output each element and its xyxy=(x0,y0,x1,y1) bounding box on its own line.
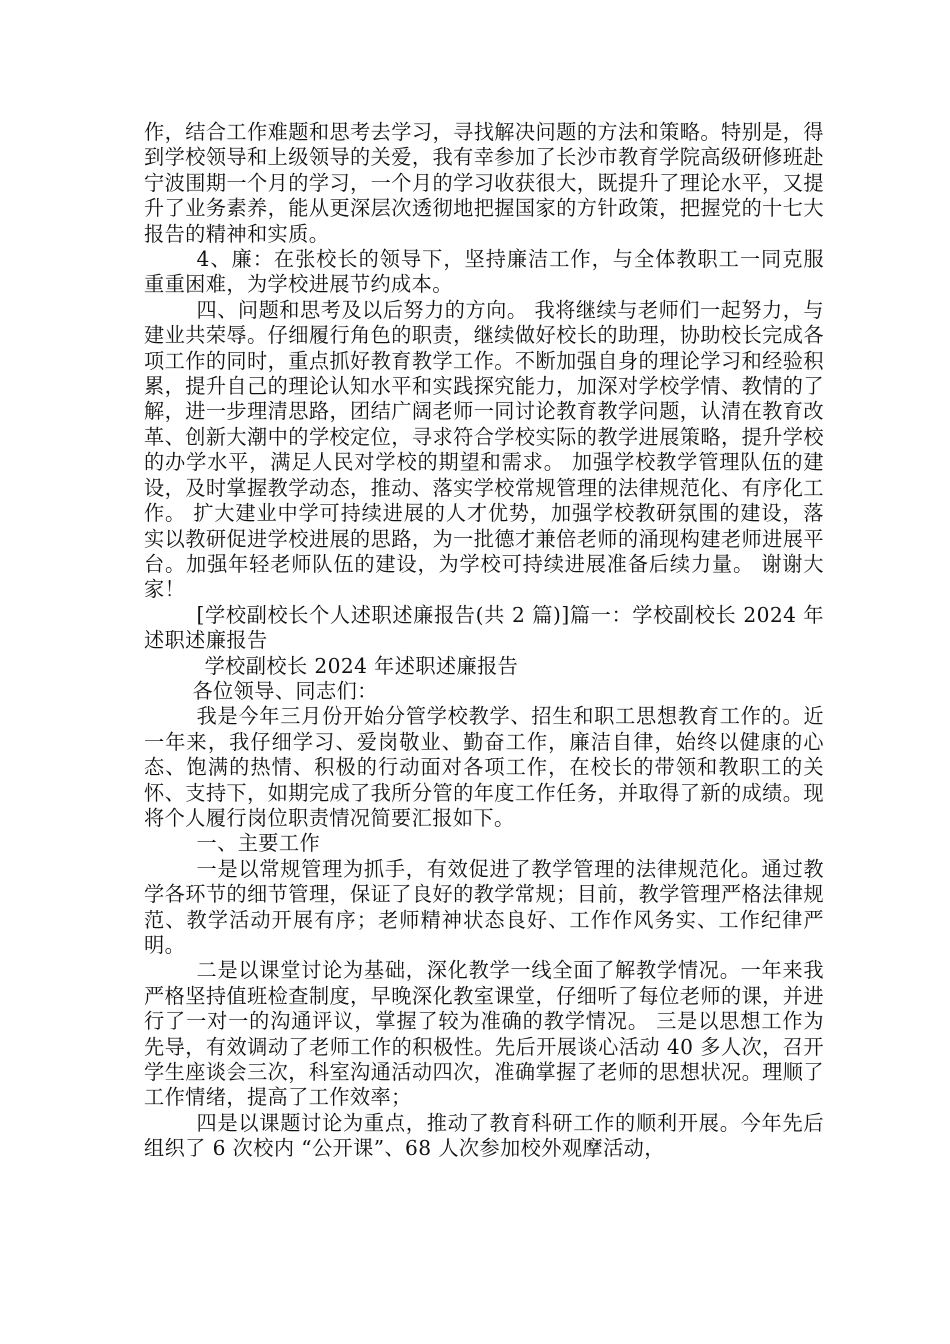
salutation: 各位领导、同志们： xyxy=(192,678,378,703)
paragraph-point-two-three: 二是以课堂讨论为基础，深化教学一线全面了解教学情况。一年来我严格坚持值班检查制度，早晚深化教室课堂，仔细听了每位老师的课，并进行了一对一的沟通评议，掌握了较为准确的教学情况。 三是以思想工作为先导，有效调动了老师工作的积极性。先后开展谈心活动 40 多人次，召开学生座谈会三次，科室沟通活动四次，准确掌握了老师的思想状况。理顺了工作情绪，提高了工作效率； xyxy=(144,958,824,1110)
paragraph-integrity: 4、廉：在张校长的领导下，坚持廉洁工作，与全体教职工一同克服重重困难，为学校进展节约成本。 xyxy=(144,247,824,297)
section-heading-main-work: 一、主要工作 xyxy=(196,831,321,856)
paragraph-point-one: 一是以常规管理为抓手，有效促进了教学管理的法律规范化。通过教学各环节的细节管理，保证了良好的教学常规；目前，教学管理严格法律规范、教学活动开展有序；老师精神状态良好、工作作风务实、工作纪律严明。 xyxy=(144,856,824,957)
paragraph-point-four: 四是以课题讨论为重点，推动了教育科研工作的顺利开展。今年先后组织了 6 次校内 “公开课”、68 人次参加校外观摩活动， xyxy=(144,1110,824,1161)
paragraph-introduction: 我是今年三月份开始分管学校教学、招生和职工思想教育工作的。近一年来，我仔细学习、爱岗敬业、勤奋工作，廉洁自律，始终以健康的心态、饱满的热情、积极的行动面对各项工作，在校长的带领和教职工的关怀、支持下，如期完成了我所分管的年度工作任务，并取得了新的成绩。现将个人履行岗位职责情况简要汇报如下。 xyxy=(144,704,824,830)
report-heading: [学校副校长个人述职述廉报告(共 2 篇)]篇一：学校副校长 2024 年述职述廉报告 xyxy=(144,602,824,653)
paragraph-study: 作，结合工作难题和思考去学习，寻找解决问题的方法和策略。特别是，得到学校领导和上级领导的关爱，我有幸参加了长沙市教育学院高级研修班赴宁波围期一个月的学习，一个月的学习收获很大，既提升了理论水平，又提升了业务素养，能从更深层次透彻地把握国家的方针政策，把握党的十七大报告的精神和实质。 xyxy=(144,120,824,246)
report-title: 学校副校长 2024 年述职述廉报告 xyxy=(204,653,519,678)
document-page xyxy=(144,120,824,1162)
paragraph-future-direction: 四、问题和思考及以后努力的方向。 我将继续与老师们一起努力，与建业共荣辱。仔细履行角色的职责，继续做好校长的助理，协助校长完成各项工作的同时，重点抓好教育教学工作。不断加强自身的理论学习和经验积累，提升自己的理论认知水平和实践探究能力，加深对学校学情、教情的了解，进一步理清思路，团结广阔老师一同讨论教育教学问题，认清在教育改革、创新大潮中的学校定位，寻求符合学校实际的教学进展策略，提升学校的办学水平，满足人民对学校的期望和需求。 加强学校教学管理队伍的建设，及时掌握教学动态，推动、落实学校常规管理的法律规范化、有序化工作。 扩大建业中学可持续进展的人才优势，加强学校教研氛围的建设，落实以教研促进学校进展的思路，为一批德才兼倍老师的涌现构建老师进展平台。加强年轻老师队伍的建设，为学校可持续进展准备后续力量。 谢谢大家！ xyxy=(144,297,824,602)
